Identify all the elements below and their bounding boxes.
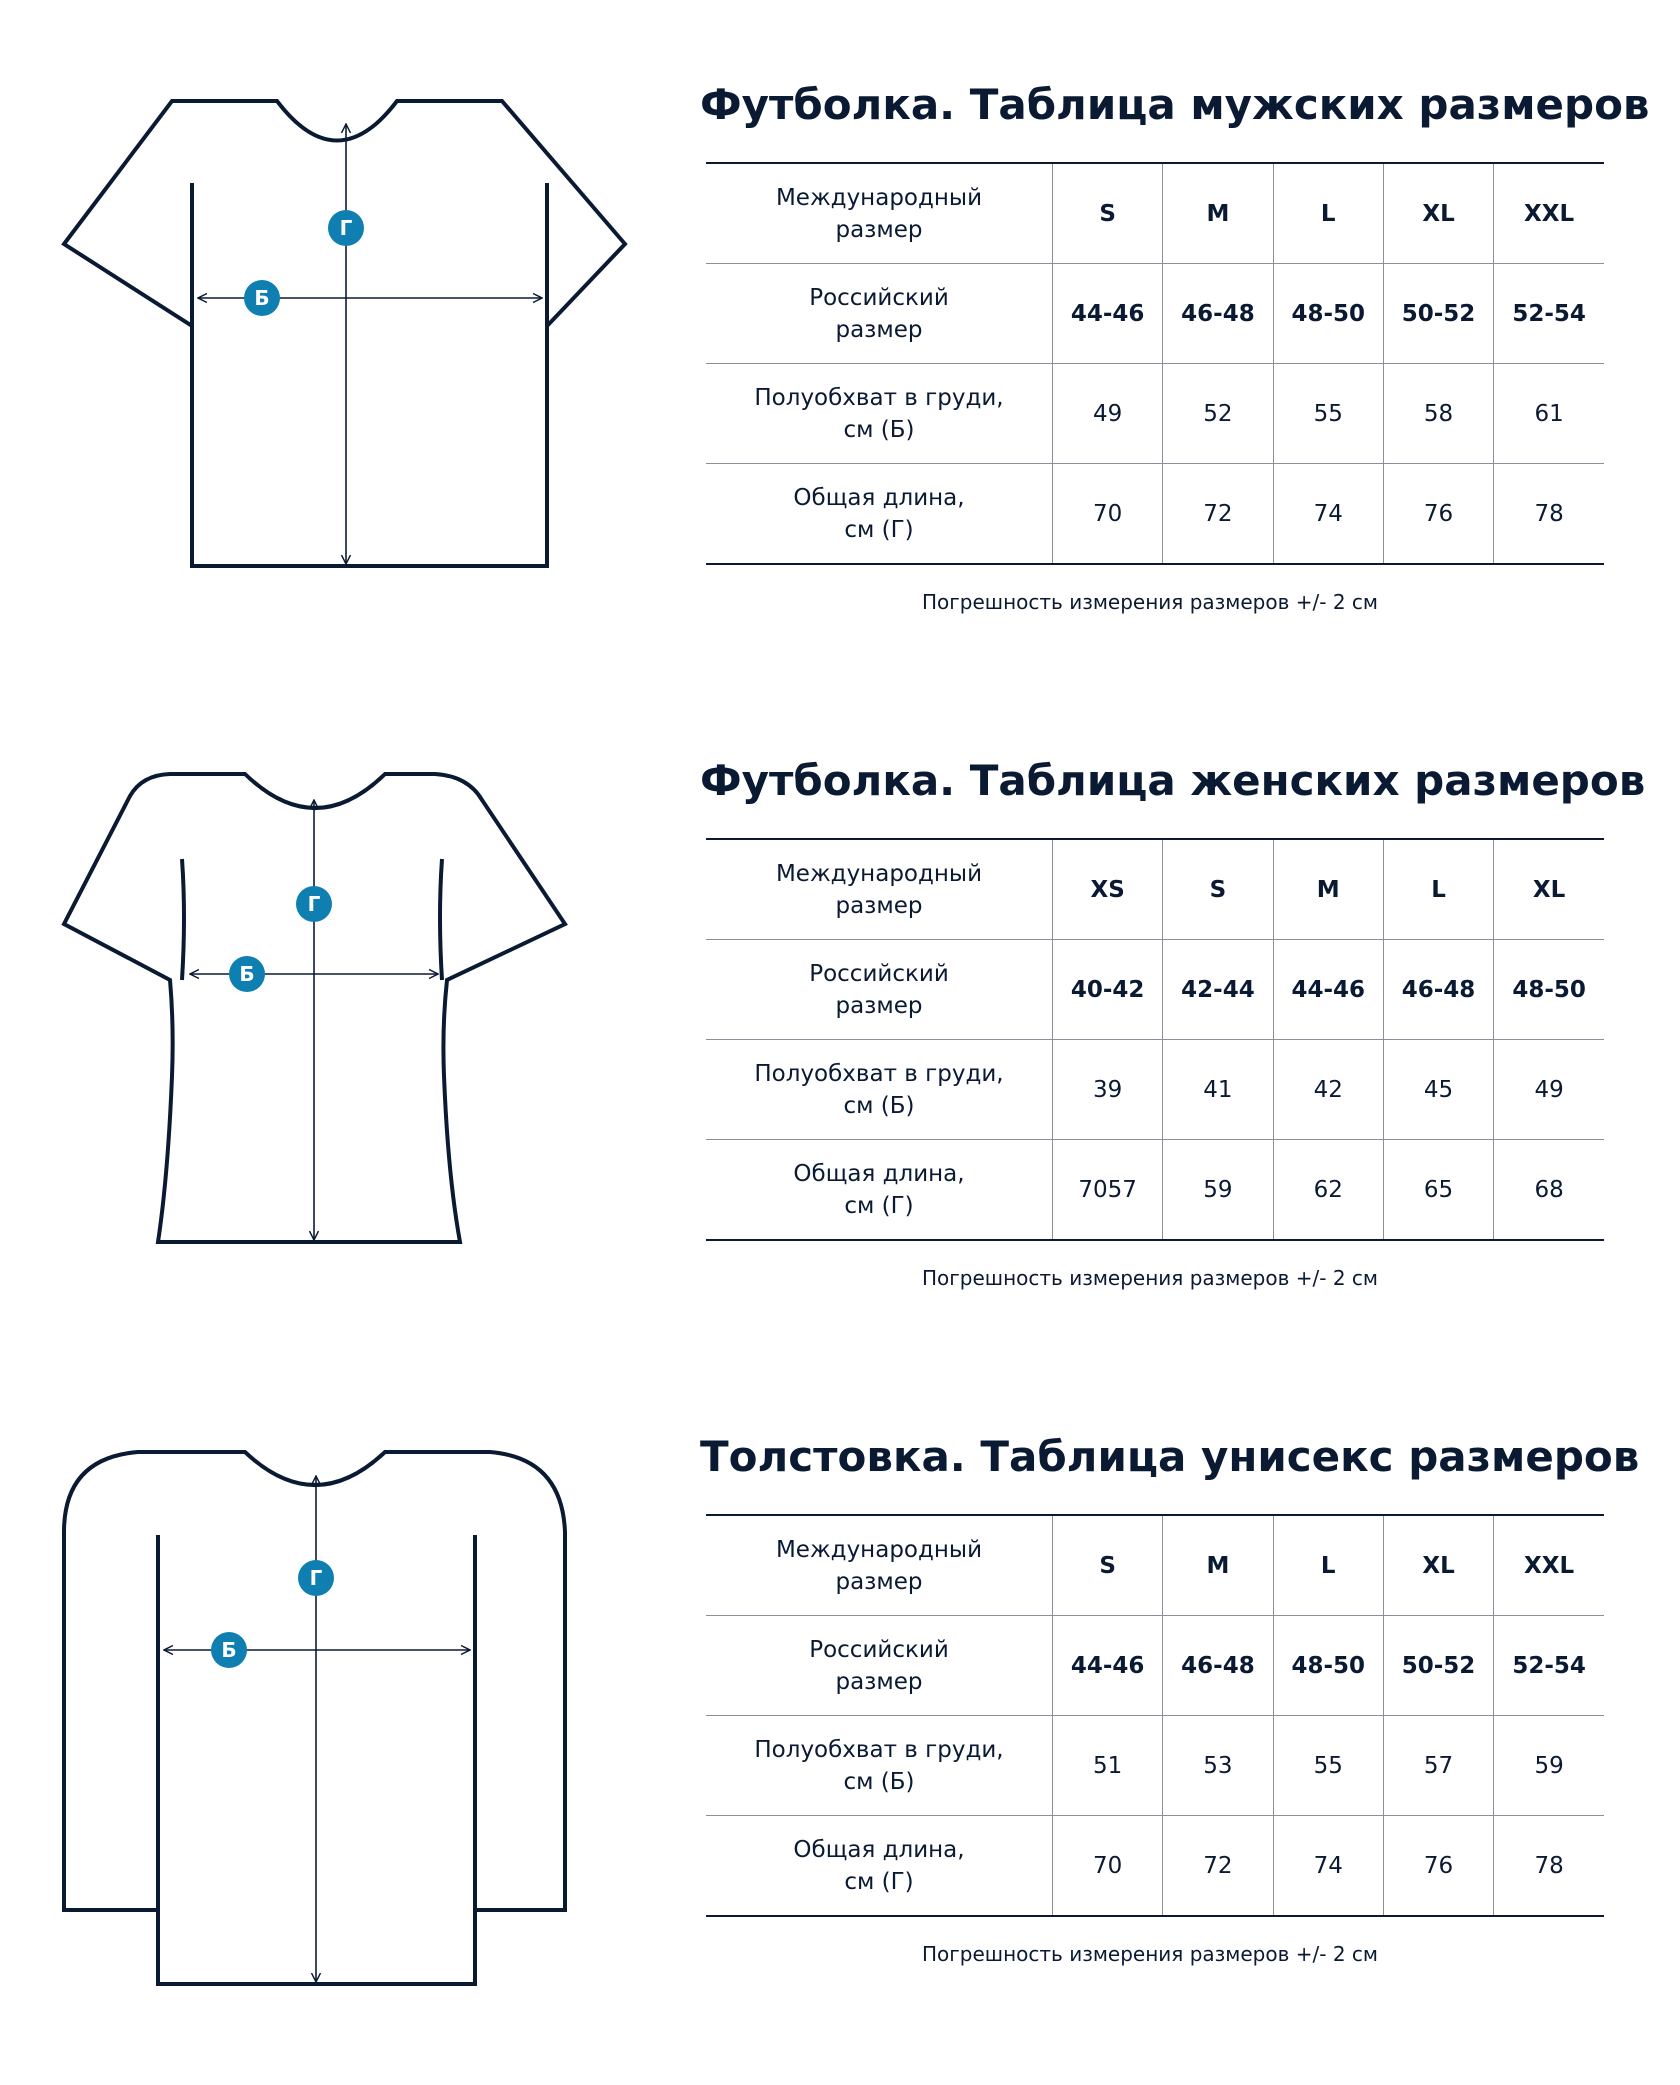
chest-badge (211, 1632, 247, 1668)
cell-length: 70 (1053, 1816, 1163, 1917)
chest-badge (244, 280, 280, 316)
cell-chest: 49 (1053, 364, 1163, 464)
cell-length: 7057 (1053, 1140, 1163, 1241)
cell-intl-size: XL (1494, 839, 1604, 940)
row-label-chest: Полуобхват в груди, см (Б) (706, 1716, 1053, 1816)
table-row (706, 1140, 1604, 1241)
row-label-russian: Российский размер (706, 940, 1053, 1040)
table-row (706, 839, 1604, 940)
table-row (706, 1716, 1604, 1816)
row-label-russian: Российский размер (706, 1616, 1053, 1716)
cell-length: 70 (1053, 464, 1163, 565)
cell-length: 68 (1494, 1140, 1604, 1241)
cell-chest: 55 (1273, 1716, 1383, 1816)
cell-chest: 58 (1383, 364, 1493, 464)
cell-length: 65 (1383, 1140, 1493, 1241)
cell-ru-size: 44-46 (1273, 940, 1383, 1040)
cell-chest: 49 (1494, 1040, 1604, 1140)
table-row (706, 264, 1604, 364)
table-row (706, 464, 1604, 565)
cell-intl-size: L (1273, 163, 1383, 264)
svg-text:Г: Г (309, 1566, 323, 1590)
svg-text:Б: Б (221, 1638, 237, 1662)
cell-chest: 61 (1494, 364, 1604, 464)
cell-intl-size: XXL (1494, 163, 1604, 264)
size-table (706, 838, 1604, 1241)
cell-intl-size: S (1163, 839, 1273, 940)
cell-ru-size: 40-42 (1053, 940, 1163, 1040)
length-badge (296, 886, 332, 922)
cell-chest: 53 (1163, 1716, 1273, 1816)
cell-intl-size: L (1273, 1515, 1383, 1616)
sweatshirt-outline-icon (50, 1352, 650, 2032)
cell-intl-size: S (1053, 1515, 1163, 1616)
svg-text:Б: Б (239, 962, 255, 986)
row-label-international: Международный размер (706, 163, 1053, 264)
size-section-sweatshirt (0, 1352, 1680, 2032)
mens-tshirt-outline-icon (50, 0, 650, 680)
cell-ru-size: 50-52 (1383, 264, 1493, 364)
cell-length: 72 (1163, 464, 1273, 565)
row-label-length: Общая длина, см (Г) (793, 1160, 965, 1219)
table-title: Футболка. Таблица мужских размеров (700, 80, 1650, 129)
measurement-note: Погрешность измерения размеров +/- 2 см (922, 1266, 1378, 1290)
cell-intl-size: XS (1053, 839, 1163, 940)
cell-ru-size: 46-48 (1163, 264, 1273, 364)
cell-chest: 39 (1053, 1040, 1163, 1140)
cell-ru-size: 52-54 (1494, 1616, 1604, 1716)
size-section-mens-tshirt (0, 0, 1680, 680)
size-table (706, 162, 1604, 565)
cell-intl-size: S (1053, 163, 1163, 264)
cell-length: 76 (1383, 464, 1493, 565)
cell-length: 72 (1163, 1816, 1273, 1917)
cell-ru-size: 50-52 (1383, 1616, 1493, 1716)
cell-length: 78 (1494, 464, 1604, 565)
cell-intl-size: XL (1383, 1515, 1493, 1616)
cell-intl-size: M (1163, 163, 1273, 264)
row-label-chest: Полуобхват в груди, см (Б) (706, 1040, 1053, 1140)
cell-length: 62 (1273, 1140, 1383, 1241)
svg-text:Б: Б (254, 286, 270, 310)
cell-length: 74 (1273, 464, 1383, 565)
table-title: Футболка. Таблица женских размеров (700, 756, 1646, 805)
cell-ru-size: 48-50 (1494, 940, 1604, 1040)
cell-intl-size: M (1273, 839, 1383, 940)
size-section-womens-tshirt (0, 676, 1680, 1356)
row-label-international: Международный размер (706, 1515, 1053, 1616)
svg-text:Г: Г (339, 216, 353, 240)
row-label-length: Общая длина, см (Г) (793, 484, 965, 543)
row-label-length: Общая длина, см (Г) (793, 1836, 965, 1895)
cell-length: 76 (1383, 1816, 1493, 1917)
cell-chest: 59 (1494, 1716, 1604, 1816)
table-row (706, 1515, 1604, 1616)
cell-ru-size: 44-46 (1053, 264, 1163, 364)
cell-ru-size: 46-48 (1163, 1616, 1273, 1716)
cell-chest: 42 (1273, 1040, 1383, 1140)
table-row (706, 1816, 1604, 1917)
table-row (706, 364, 1604, 464)
cell-intl-size: L (1383, 839, 1493, 940)
table-row (706, 940, 1604, 1040)
cell-ru-size: 46-48 (1383, 940, 1493, 1040)
cell-length: 59 (1163, 1140, 1273, 1241)
table-title: Толстовка. Таблица унисекс размеров (700, 1432, 1640, 1481)
cell-chest: 57 (1383, 1716, 1493, 1816)
row-label-russian: Российский размер (706, 264, 1053, 364)
cell-chest: 51 (1053, 1716, 1163, 1816)
measurement-note: Погрешность измерения размеров +/- 2 см (922, 1942, 1378, 1966)
cell-ru-size: 48-50 (1273, 1616, 1383, 1716)
cell-ru-size: 44-46 (1053, 1616, 1163, 1716)
cell-chest: 52 (1163, 364, 1273, 464)
length-badge (298, 1560, 334, 1596)
measurement-note: Погрешность измерения размеров +/- 2 см (922, 590, 1378, 614)
cell-ru-size: 48-50 (1273, 264, 1383, 364)
cell-ru-size: 42-44 (1163, 940, 1273, 1040)
cell-length: 78 (1494, 1816, 1604, 1917)
cell-intl-size: XXL (1494, 1515, 1604, 1616)
cell-length: 74 (1273, 1816, 1383, 1917)
size-table (706, 1514, 1604, 1917)
cell-intl-size: M (1163, 1515, 1273, 1616)
womens-tshirt-outline-icon (50, 676, 650, 1356)
table-row (706, 1616, 1604, 1716)
table-row (706, 1040, 1604, 1140)
chest-badge (229, 956, 265, 992)
cell-chest: 41 (1163, 1040, 1273, 1140)
svg-text:Г: Г (307, 892, 321, 916)
length-badge (328, 210, 364, 246)
table-row (706, 163, 1604, 264)
cell-chest: 55 (1273, 364, 1383, 464)
cell-intl-size: XL (1383, 163, 1493, 264)
cell-chest: 45 (1383, 1040, 1493, 1140)
cell-ru-size: 52-54 (1494, 264, 1604, 364)
row-label-chest: Полуобхват в груди, см (Б) (706, 364, 1053, 464)
row-label-international: Международный размер (706, 839, 1053, 940)
